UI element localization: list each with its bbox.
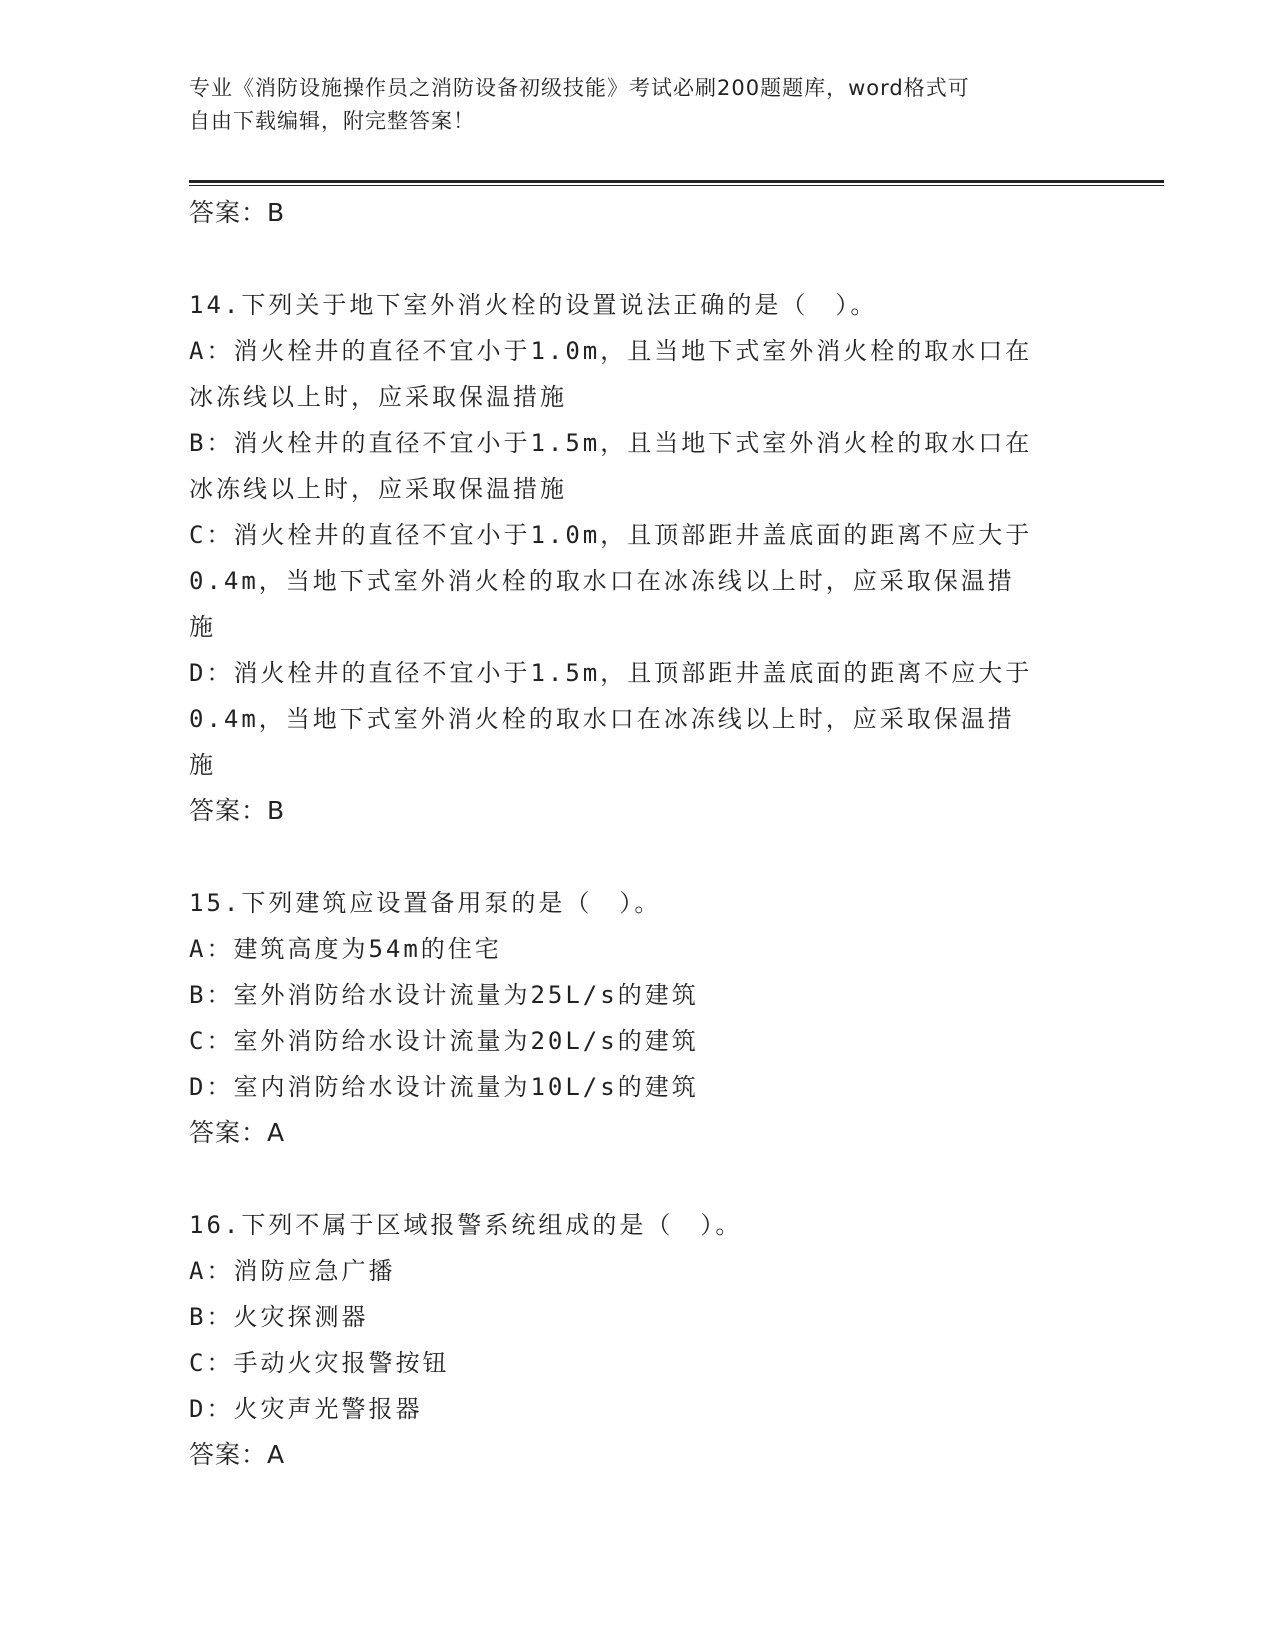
answer-line: 答案：B: [189, 796, 286, 825]
question-block: [189, 1202, 1089, 1478]
question-content: [189, 190, 1089, 1478]
header-line-1: 专业《消防设施操作员之消防设备初级技能》考试必刷200题题库，word格式可: [189, 76, 970, 100]
option-c-line-2: 0.4m，当地下式室外消火栓的取水口在冰冻线以上时，应采取保温措: [189, 567, 1015, 595]
option-c: C：手动火灾报警按钮: [189, 1349, 450, 1377]
answer-line: 答案：A: [189, 1440, 286, 1469]
option-d-line-2: 0.4m，当地下式室外消火栓的取水口在冰冻线以上时，应采取保温措: [189, 705, 1015, 733]
option-c: C：室外消防给水设计流量为20L/s的建筑: [189, 1027, 699, 1055]
question-block: [189, 880, 1089, 1156]
option-d: D：火灾声光警报器: [189, 1395, 423, 1423]
spacer: [189, 834, 1089, 880]
page-header: [189, 72, 1089, 138]
option-d-line-3: 施: [189, 751, 216, 779]
option-b-line-1: B：消火栓井的直径不宜小于1.5m，且当地下式室外消火栓的取水口在: [189, 429, 1033, 457]
question-stem: 14.下列关于地下室外消火栓的设置说法正确的是（ ）。: [189, 291, 878, 319]
header-line-2: 自由下载编辑，附完整答案！: [189, 109, 475, 133]
option-b-line-2: 冰冻线以上时，应采取保温措施: [189, 475, 567, 503]
question-stem: 15.下列建筑应设置备用泵的是（ ）。: [189, 889, 662, 917]
option-a: A：消防应急广播: [189, 1257, 396, 1285]
previous-answer: 答案：B: [189, 198, 286, 227]
option-a-line-1: A：消火栓井的直径不宜小于1.0m，且当地下式室外消火栓的取水口在: [189, 337, 1033, 365]
answer-line: 答案：A: [189, 1118, 286, 1147]
header-divider-thick: [189, 180, 1164, 183]
header-divider-thin: [189, 185, 1164, 186]
question-block: [189, 282, 1089, 834]
spacer: [189, 1156, 1089, 1202]
option-a-line-2: 冰冻线以上时，应采取保温措施: [189, 383, 567, 411]
option-c-line-1: C：消火栓井的直径不宜小于1.0m，且顶部距井盖底面的距离不应大于: [189, 521, 1033, 549]
option-d: D：室内消防给水设计流量为10L/s的建筑: [189, 1073, 699, 1101]
question-stem: 16.下列不属于区域报警系统组成的是（ ）。: [189, 1211, 743, 1239]
option-d-line-1: D：消火栓井的直径不宜小于1.5m，且顶部距井盖底面的距离不应大于: [189, 659, 1033, 687]
option-c-line-3: 施: [189, 613, 216, 641]
option-b: B：室外消防给水设计流量为25L/s的建筑: [189, 981, 699, 1009]
option-a: A：建筑高度为54m的住宅: [189, 935, 502, 963]
spacer: [189, 236, 1089, 282]
option-b: B：火灾探测器: [189, 1303, 369, 1331]
